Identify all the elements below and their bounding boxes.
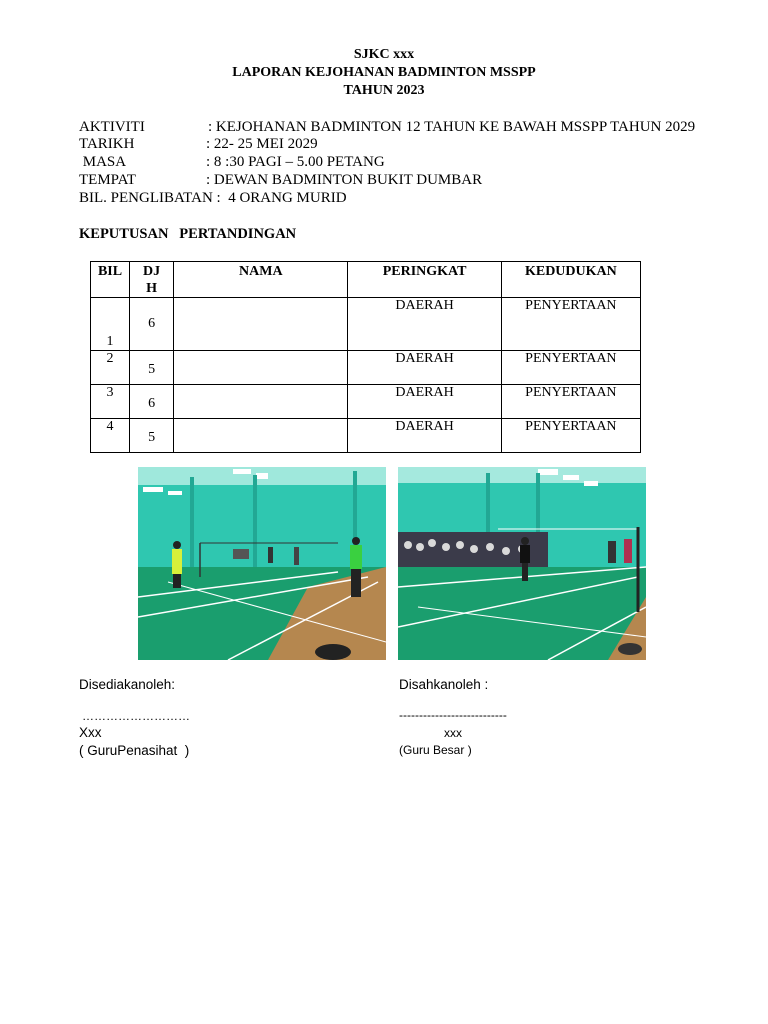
info-value: : 22- 25 MEI 2029 xyxy=(206,136,318,152)
badminton-photo-1 xyxy=(138,467,386,660)
info-label: TARIKH xyxy=(79,136,135,152)
table-header-row xyxy=(91,262,641,298)
approved-by-role: (Guru Besar ) xyxy=(399,743,472,757)
school-name: SJKC xxx xyxy=(353,47,415,62)
prepared-by-label: Disediakanoleh: xyxy=(79,677,176,692)
info-value: : 4 ORANG MURID xyxy=(216,190,347,206)
info-value: : KEJOHANAN BADMINTON 12 TAHUN KE BAWAH MSSPP TAHUN 2029 xyxy=(208,119,696,135)
prepared-by-signature-line: ……………………… xyxy=(82,709,190,723)
section-title: KEPUTUSAN PERTANDINGAN xyxy=(79,226,297,242)
info-label: MASA xyxy=(79,154,127,170)
info-value: : 8 :30 PAGI – 5.00 PETANG xyxy=(206,154,385,170)
results-table xyxy=(90,261,641,453)
cell-nama xyxy=(174,298,348,351)
cell-kedudukan: PENYERTAAN xyxy=(501,419,640,453)
cell-djh: 5 xyxy=(130,419,174,453)
cell-bil: 1 xyxy=(91,298,130,351)
approved-by-label: Disahkanoleh : xyxy=(399,677,489,692)
info-date xyxy=(79,136,318,153)
cell-nama xyxy=(174,419,348,453)
header-djh: DJ H xyxy=(130,262,174,298)
header-peringkat: PERINGKAT xyxy=(348,262,501,298)
info-participants xyxy=(79,190,347,207)
report-year: TAHUN 2023 xyxy=(343,83,425,98)
table-row xyxy=(91,419,641,453)
info-label: TEMPAT xyxy=(79,172,136,188)
header-nama: NAMA xyxy=(174,262,348,298)
approved-by-signature-line: --------------------------- xyxy=(399,708,507,722)
prepared-by-name: Xxx xyxy=(79,725,102,740)
info-place xyxy=(79,172,483,189)
approved-by-name: xxx xyxy=(444,726,462,740)
cell-peringkat: DAERAH xyxy=(348,298,501,351)
info-activity xyxy=(79,119,696,136)
cell-bil: 2 xyxy=(91,351,130,385)
cell-djh: 5 xyxy=(130,351,174,385)
cell-nama xyxy=(174,351,348,385)
cell-peringkat: DAERAH xyxy=(348,351,501,385)
prepared-by-role: ( GuruPenasihat ) xyxy=(79,743,190,758)
info-label: BIL. PENGLIBATAN xyxy=(79,190,213,206)
cell-kedudukan: PENYERTAAN xyxy=(501,298,640,351)
badminton-photo-2 xyxy=(398,467,646,660)
cell-djh: 6 xyxy=(130,385,174,419)
header-bil: BIL xyxy=(91,262,130,298)
info-label: AKTIVITI xyxy=(79,119,145,135)
cell-peringkat: DAERAH xyxy=(348,385,501,419)
cell-djh: 6 xyxy=(130,298,174,351)
table-row xyxy=(91,385,641,419)
cell-peringkat: DAERAH xyxy=(348,419,501,453)
report-title: LAPORAN KEJOHANAN BADMINTON MSSPP xyxy=(232,65,536,80)
cell-kedudukan: PENYERTAAN xyxy=(501,385,640,419)
info-time xyxy=(79,154,385,171)
header-kedudukan: KEDUDUKAN xyxy=(501,262,640,298)
cell-bil: 3 xyxy=(91,385,130,419)
cell-nama xyxy=(174,385,348,419)
table-row xyxy=(91,298,641,351)
cell-bil: 4 xyxy=(91,419,130,453)
info-value: : DEWAN BADMINTON BUKIT DUMBAR xyxy=(206,172,483,188)
table-row xyxy=(91,351,641,385)
cell-kedudukan: PENYERTAAN xyxy=(501,351,640,385)
